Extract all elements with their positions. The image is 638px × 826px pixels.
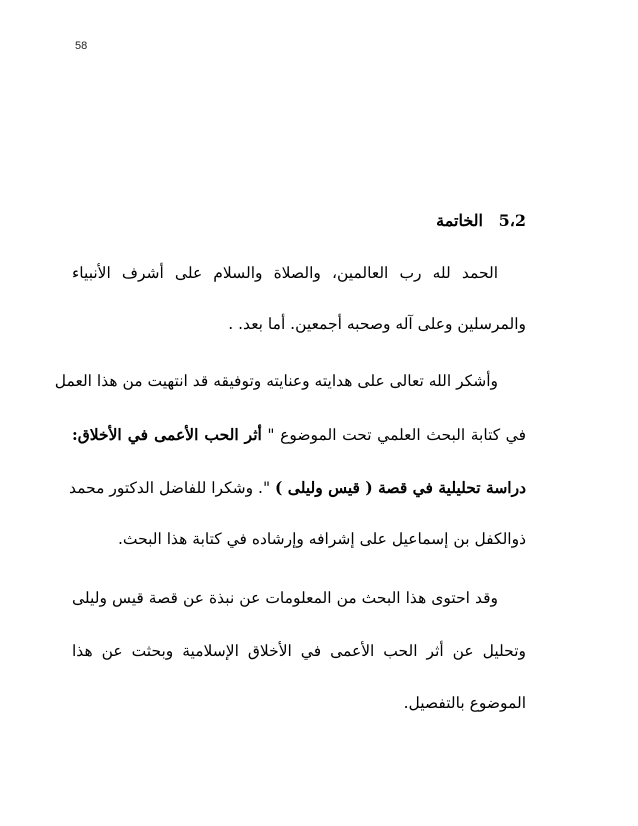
research-title-part-2: دراسة تحليلية في قصة ( قيس وليلى ) bbox=[275, 478, 526, 497]
page-number: 58 bbox=[75, 40, 88, 52]
paragraph-1-line-2: والمرسلين وعلى آله وصحبه أجمعين. أما بعد. . bbox=[228, 315, 526, 333]
section-number: 5،2 bbox=[498, 211, 526, 230]
paragraph-3-line-1: وقد احتوى هذا البحث من المعلومات عن نبذة عن قصة قيس وليلى bbox=[72, 589, 498, 607]
paragraph-2-line-1: وأشكر الله تعالى على هدايته وعنايته وتوفيقه قد انتهيت من هذا العمل bbox=[54, 372, 498, 390]
section-heading bbox=[436, 211, 526, 230]
paragraph-3-line-2: وتحليل عن أثر الحب الأعمى في الأخلاق الإسلامية وبحثت عن هذا bbox=[72, 642, 526, 660]
section-title: الخاتمة bbox=[436, 211, 483, 230]
paragraph-2-line-3-text: ". وشكرا للفاضل الدكتور محمد bbox=[69, 479, 271, 497]
paragraph-2-line-2-text: في كتابة البحث العلمي تحت الموضوع " bbox=[267, 426, 527, 444]
paragraph-2-line-3 bbox=[69, 478, 526, 497]
paragraph-2-line-4: ذوالكفل بن إسماعيل على إشرافه وإرشاده في كتابة هذا البحث. bbox=[117, 530, 526, 548]
paragraph-2-line-2 bbox=[72, 425, 526, 444]
paragraph-3-line-3: الموضوع بالتفصيل. bbox=[403, 694, 526, 712]
paragraph-1-line-1: الحمد لله رب العالمين، والصلاة والسلام على أشرف الأنبياء bbox=[72, 264, 498, 282]
research-title-part-1: أثر الحب الأعمى في الأخلاق: bbox=[72, 425, 262, 444]
